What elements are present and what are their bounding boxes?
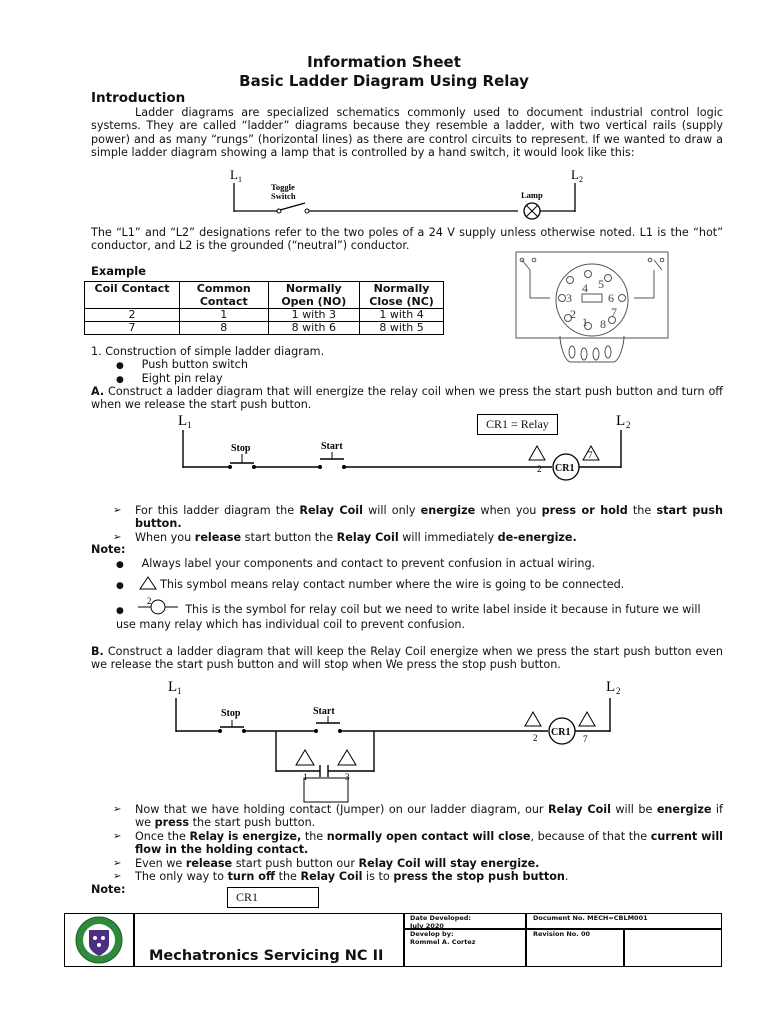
cr1-note-box: CR1: [227, 887, 319, 908]
l2-rail-sub: 2: [579, 175, 583, 184]
col-normally-close: Normally Close (NC): [360, 282, 444, 309]
svg-text:Start: Start: [313, 706, 335, 717]
svg-text:CR1: CR1: [555, 463, 575, 474]
toggle-label-1: Toggle: [271, 182, 295, 192]
footer-rev-cell: Revision No. 00: [526, 929, 624, 967]
l1-rail-label: L: [230, 167, 238, 182]
construction-bullet-1: ● Push button switch: [116, 358, 248, 371]
svg-text:Start: Start: [321, 441, 343, 452]
pin-label: 6: [608, 291, 614, 305]
note-item-1: ● Always label your components and contact to prevent confusion in actual wiring.: [116, 557, 596, 570]
eight-pin-relay-diagram: [508, 248, 676, 368]
col-normally-open: Normally Open (NO): [268, 282, 360, 309]
pin-label: 4: [582, 281, 588, 295]
part-b-text: B. Construct a ladder diagram that will keep the Relay Coil energize when we press the start push button even we release the start push button and will stop when We press the stop push button.: [91, 645, 723, 672]
pin-label: 3: [566, 291, 572, 305]
svg-text:Stop: Stop: [221, 708, 241, 719]
table-row: 2 1 1 with 3 1 with 4: [85, 309, 444, 322]
svg-text:1: 1: [187, 420, 192, 430]
toggle-label-2: Switch: [271, 191, 296, 201]
note-label: Note:: [91, 543, 126, 556]
svg-text:7: 7: [583, 734, 588, 744]
l1-rail-sub: 1: [238, 175, 242, 184]
list-item: ➢ For this ladder diagram the Relay Coil will only energize when you press or hold the start push button.: [113, 504, 723, 531]
svg-text:CR1: CR1: [551, 727, 571, 738]
pin-label: 2: [570, 307, 576, 321]
svg-text:Stop: Stop: [231, 443, 251, 454]
triangle-icon: [138, 576, 160, 590]
example-heading: Example: [91, 264, 146, 278]
lamp-circuit-diagram: [225, 165, 585, 225]
l1-l2-paragraph: The “L1” and “L2” designations refer to the two poles of a 24 V supply unless otherwise noted. L1 is the “hot” conductor, and L2 is the grounded (“neutral”) conductor.: [91, 226, 723, 253]
intro-paragraph: Ladder diagrams are specialized schematics commonly used to document industrial control logic systems. They are called “ladder” diagrams because they resemble a ladder, with two vertical rails (supply power) and as many “rungs” (horizontal lines) as there are control circuits to represent. If we wanted to draw a simple ladder diagram showing a lamp that is controlled by a hand switch, it would look like this:: [91, 106, 723, 160]
list-item: ➢ When you release start button the Relay Coil will immediately de-energize.: [113, 530, 577, 544]
bullet-list-b: [113, 803, 723, 883]
svg-text:2: 2: [147, 597, 152, 606]
ladder-diagram-b: [162, 676, 637, 806]
svg-text:2: 2: [616, 686, 621, 696]
svg-text:2: 2: [537, 464, 542, 474]
document-subtitle: Basic Ladder Diagram Using Relay: [239, 72, 529, 90]
svg-text:L: L: [606, 679, 616, 695]
svg-text:1: 1: [303, 772, 308, 782]
pin-label: 7: [611, 305, 617, 319]
svg-text:3: 3: [345, 772, 350, 782]
svg-text:2: 2: [626, 420, 631, 430]
table-row: 7 8 8 with 6 8 with 5: [85, 322, 444, 335]
lamp-label: Lamp: [521, 190, 543, 200]
school-logo-icon: [65, 914, 133, 966]
list-item: ➢ Even we release start push button our Relay Coil will stay energize.: [113, 856, 540, 870]
course-title: Mechatronics Servicing NC II: [149, 948, 384, 964]
note-label-2: Note:: [91, 883, 126, 896]
document-title: Information Sheet: [307, 53, 461, 71]
part-a-text: A. Construct a ladder diagram that will energize the relay coil when we press the start push button and turn off when we release the start push button.: [91, 385, 723, 412]
note-item-2: ● This symbol means relay contact number where the wire is going to be connected.: [116, 578, 625, 591]
note-item-3: ● 2 This is the symbol for relay coil but we need to write label inside it because in future we will use many relay which has individual coil to prevent confusion.: [116, 597, 701, 632]
pin-label: 8: [600, 317, 606, 331]
footer-dev-cell: Develop by: Rommel A. Cortez: [404, 929, 526, 967]
col-common-contact: Common Contact: [179, 282, 268, 309]
contact-table: [84, 281, 444, 335]
list-item: ➢ Now that we have holding contact (Jumper) on our ladder diagram, our Relay Coil will be energize if we press the start push button.: [113, 803, 723, 830]
svg-text:L: L: [168, 679, 178, 695]
footer-blank-cell: [624, 929, 722, 967]
svg-text:7: 7: [588, 450, 593, 460]
svg-text:1: 1: [177, 686, 182, 696]
footer-logo-cell: [64, 913, 134, 967]
svg-text:L: L: [178, 413, 188, 429]
col-coil-contact: Coil Contact: [85, 282, 180, 309]
ladder-diagram-a: [170, 410, 640, 485]
l2-rail-label: L: [571, 167, 579, 182]
list-item: ➢ Once the Relay is energize, the normally open contact will close, because of that the current will flow in the holding contact.: [113, 829, 724, 857]
construction-bullet-2: ● Eight pin relay: [116, 372, 223, 385]
svg-text:2: 2: [533, 733, 538, 743]
footer-course-cell: [134, 913, 404, 967]
intro-heading: Introduction: [91, 90, 186, 106]
pin-label: 5: [598, 277, 604, 291]
coil-symbol-icon: [138, 597, 178, 615]
footer-date-cell: Date Developed: July 2020: [404, 913, 526, 929]
svg-text:L: L: [616, 413, 626, 429]
pin-label: 1: [582, 315, 588, 329]
footer-docno-cell: Document No. MECH=CBLM001: [526, 913, 722, 929]
relay-legend-box: CR1 = Relay: [477, 414, 558, 435]
bullet-list-a: [113, 504, 723, 544]
list-item: ➢ The only way to turn off the Relay Coil is to press the stop push button.: [113, 870, 569, 884]
construction-item: 1. Construction of simple ladder diagram.: [91, 345, 325, 358]
